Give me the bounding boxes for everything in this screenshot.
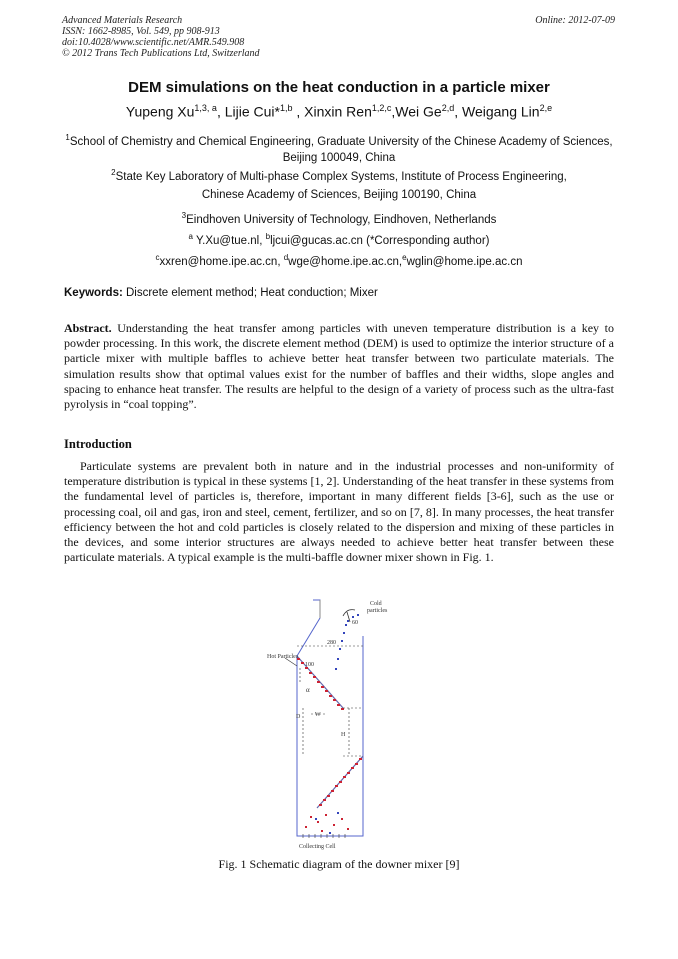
email-text: xxren@home.ipe.ac.cn, — [159, 255, 284, 268]
label-100: 100 — [305, 662, 314, 668]
label-particles: particles — [367, 608, 388, 614]
cold-particles — [315, 614, 359, 834]
journal-name: Advanced Materials Research — [62, 15, 183, 26]
keywords-text: Discrete element method; Heat conduction; Mixer — [122, 287, 378, 299]
abstract — [64, 321, 614, 412]
email-line-2 — [62, 250, 616, 270]
copyright-line: © 2012 Trans Tech Publications Ltd, Switzerland — [62, 48, 260, 59]
email-line-1 — [62, 229, 616, 249]
author-name: Xinxin Ren — [304, 103, 372, 120]
figure-caption: Fig. 1 Schematic diagram of the downer mixer [9] — [218, 857, 460, 871]
author-name: Wei Ge — [395, 103, 442, 120]
baffles — [297, 656, 363, 808]
email-sup: e — [402, 253, 407, 262]
label-cold: Cold — [370, 601, 382, 607]
email-text: Y.Xu@tue.nl, — [192, 234, 266, 247]
aff-sup: 3 — [181, 211, 187, 220]
author-sup: 1,3, a — [194, 103, 217, 113]
label-w: W — [315, 712, 321, 718]
label-alpha: α — [306, 686, 310, 694]
label-280: 280 — [327, 640, 336, 646]
aff-text: School of Chemistry and Chemical Engineering, Graduate University of the Chinese Academy of Sciences, Beijing 100049, China — [69, 135, 613, 164]
author-name: Yupeng Xu — [125, 103, 195, 120]
introduction-paragraph: Particulate systems are prevalent both in nature and in the industrial processes and non-uniformity of temperature distribution is typical in these systems [1, 2]. Understanding of the heat transfer in these systems from the fundamental level of particles is, therefore, important in many different fields [3-6], such as the use or processing coal, oil and gas, iron and steel, cement, fertilizer, and so on [7, 8]. In many processes, the heat transfer efficiency between the hot and cold particles is closely related to the dispersion and mixing of these particles in the devices, and some interior structures are always needed to achieve better heat transfer between these particulate materials. A typical example is the multi-baffle downer mixer shown in Fig. 1. — [64, 459, 614, 565]
author-sup: 2,d — [441, 103, 455, 113]
affiliation-3 — [62, 208, 616, 228]
label-hot-particles: Hot Particles — [267, 654, 299, 660]
author-sup: 1,b — [279, 103, 293, 113]
journal-header — [62, 15, 260, 59]
label-angle-60: 60 — [352, 620, 358, 626]
hot-particles — [297, 658, 362, 832]
abstract-text: Understanding the heat transfer among particles with uneven temperature distribution is a key to powder processing. In this work, the discrete element method (DEM) is used to optimize the interior structure of a particle mixer with multiple baffles to achieve better heat transfer between two particulate materials. The simulation results show that optimal values exist for the number of baffles and their widths, slope angles and spacing to enhance heat transfer. The results are helpful to the design of a variety of process such as the ultra-fast pyrolysis in “coal topping”. — [64, 321, 614, 412]
author-name: Weigang Lin — [462, 103, 540, 120]
email-sup: a — [188, 232, 193, 241]
keywords-label: Keywords: — [64, 287, 123, 299]
email-text: wglin@home.ipe.ac.cn — [406, 255, 523, 268]
author-sup: 2,e — [539, 103, 553, 113]
aff-text: Eindhoven University of Technology, Eindhoven, Netherlands — [186, 213, 497, 226]
author-name: Lijie Cui* — [224, 103, 280, 120]
issn-line: ISSN: 1662-8985, Vol. 549, pp 908-913 — [62, 26, 220, 37]
author-list: Yupeng Xu$^{1,3, a}$, Lijie Cui*$^{1,b}$ , Xinxin Ren$^{1,2,c}$,Wei Ge$^{2,d}$, Weigang Lin$^{2,e}$ — [125, 103, 553, 120]
affiliation-1 — [62, 130, 616, 166]
paper-title: DEM simulations on the heat conduction in a particle mixer — [128, 79, 550, 96]
label-collecting-cell: Collecting Cell — [299, 844, 336, 850]
doi-line: doi:10.4028/www.scientific.net/AMR.549.908 — [62, 37, 245, 48]
aff-sup: 2 — [111, 168, 116, 177]
keywords — [64, 287, 616, 299]
author-sup: 1,2,c — [371, 103, 392, 113]
mixer-column — [297, 600, 363, 836]
email-sup: b — [265, 232, 271, 241]
abstract-label: Abstract. — [64, 321, 112, 335]
email-text: ljcui@gucas.ac.cn (*Corresponding author) — [270, 234, 490, 247]
email-sup: d — [283, 253, 289, 262]
email-sup: c — [155, 253, 160, 262]
affiliation-2-line1 — [62, 165, 616, 185]
figure-downer-mixer — [255, 596, 405, 854]
affiliation-2-line2: Chinese Academy of Sciences, Beijing 100190, China — [201, 189, 477, 201]
aff-sup: 1 — [65, 133, 70, 142]
online-date: Online: 2012-07-09 — [535, 15, 615, 26]
label-h: H — [341, 732, 346, 738]
email-text: wge@home.ipe.ac.cn, — [288, 255, 403, 268]
label-d: D — [296, 714, 301, 720]
aff-text: State Key Laboratory of Multi-phase Complex Systems, Institute of Process Engineering, — [115, 170, 567, 183]
section-heading-introduction: Introduction — [64, 437, 132, 451]
